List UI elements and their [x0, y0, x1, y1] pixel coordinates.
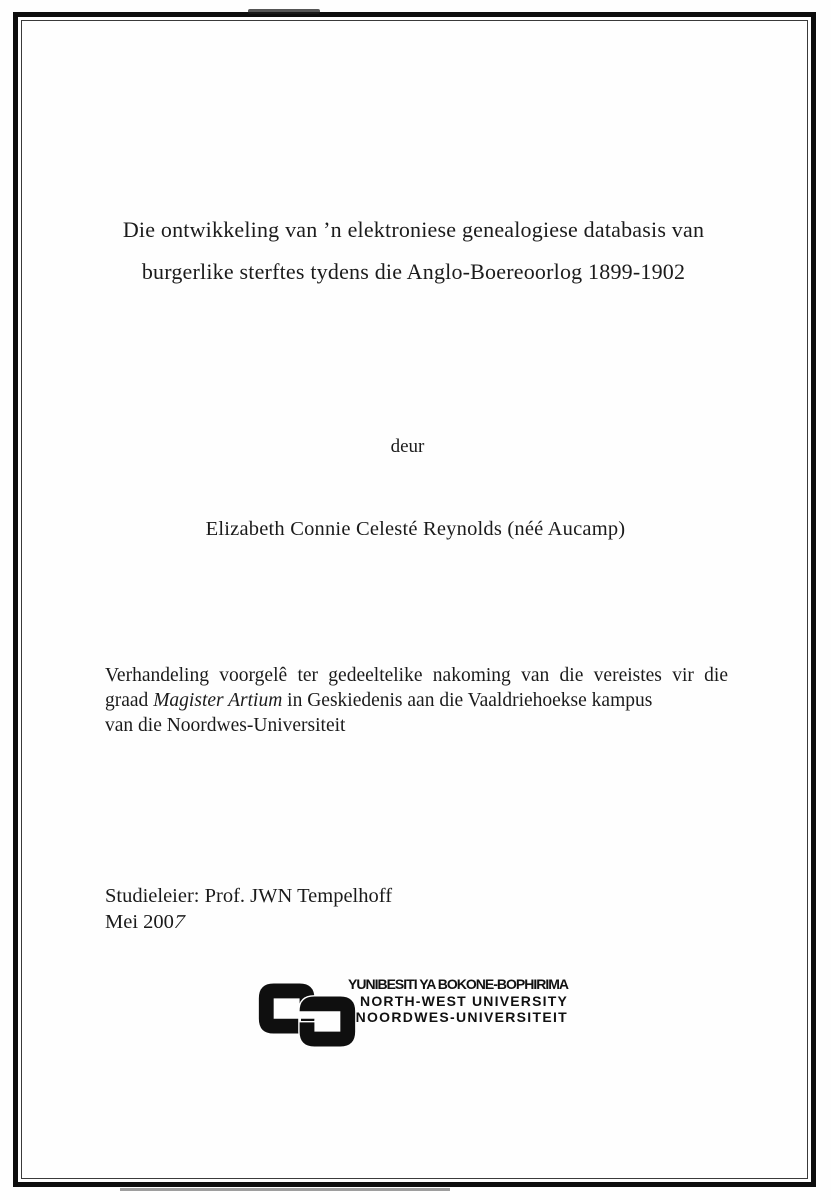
scan-artifact-bottom	[120, 1188, 450, 1191]
supervisor-line: Studieleier: Prof. JWN Tempelhoff	[105, 885, 393, 907]
author-name: Elizabeth Connie Celesté Reynolds (néé Aucamp)	[205, 518, 626, 540]
degree-name-italic: Magister Artium	[153, 690, 283, 711]
nwu-logo-wordmark	[322, 976, 568, 1026]
nwu-logo-line-english: NORTH-WEST UNIVERSITY	[360, 992, 568, 1009]
submission-line-3: van die Noordwes-Universiteit	[105, 715, 346, 736]
date-last-digit: 7	[171, 910, 188, 933]
submission-statement	[105, 663, 728, 738]
submission-line-1: Verhandeling voorgelê ter gedeeltelike nakoming van die vereistes vir die	[105, 665, 728, 686]
scan-artifact-top	[248, 9, 320, 14]
thesis-title-line-1: Die ontwikkeling van ’n elektroniese genealogiese databasis van	[122, 217, 705, 242]
nwu-logo-line-afrikaans: NOORDWES-UNIVERSITEIT	[355, 1009, 568, 1025]
submission-line-2-prefix: graad	[105, 690, 154, 711]
byline-deur-label: deur	[390, 436, 425, 457]
thesis-title-line-2: burgerlike sterftes tydens die Anglo-Boereoorlog 1899-1902	[141, 259, 686, 284]
thesis-title	[60, 209, 767, 293]
supervisor-and-date	[105, 884, 392, 935]
date-line	[105, 910, 392, 936]
submission-line-2-suffix: in Geskiedenis aan die Vaaldriehoekse kampus	[282, 690, 653, 711]
submission-line-2	[105, 688, 728, 713]
date-prefix: Mei 200	[105, 910, 174, 933]
nwu-logo-line-setswana: YUNIBESITI YA BOKONE-BOPHIRIMA	[348, 976, 568, 992]
